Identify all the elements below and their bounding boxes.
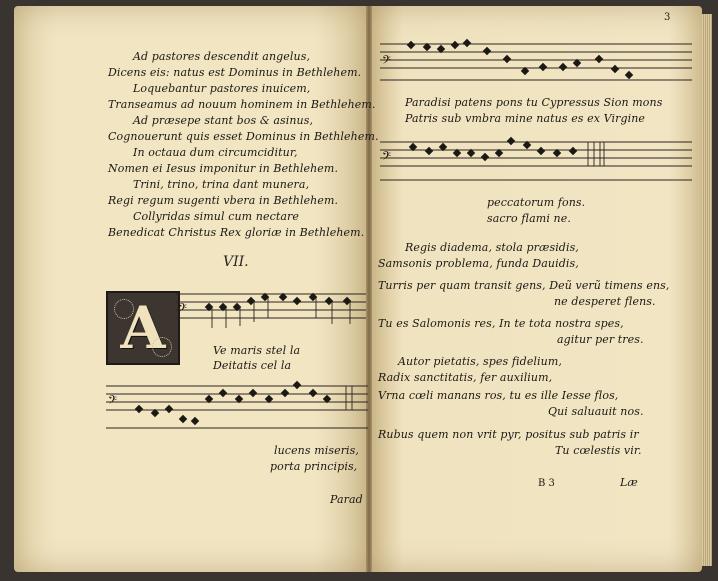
book-gutter	[366, 6, 372, 572]
music-staff	[106, 378, 368, 430]
ornament-icon	[152, 337, 172, 357]
verse-line: Regi regum sugenti vbera in Bethlehem.	[108, 194, 339, 207]
lyrics-line: sacro flami ne.	[487, 212, 571, 225]
verse-line: Trini, trino, trina dant munera,	[133, 178, 310, 191]
music-staff	[380, 130, 692, 186]
svg-text:𝄢: 𝄢	[178, 302, 188, 318]
page-edges	[702, 14, 712, 566]
verse-line: In octaua dum circumciditur,	[133, 146, 298, 159]
verse-line: agitur per tres.	[557, 333, 644, 346]
verse-line: Vrna cœli manans ros, tu es ille Iesse flos,	[378, 389, 619, 402]
verse-line: Turris per quam transit gens, Deũ verũ timens ens,	[378, 279, 670, 292]
verse-line: Nomen ei Iesus imponitur in Bethlehem.	[108, 162, 339, 175]
initial-letter: A	[120, 294, 166, 362]
svg-text:𝄢: 𝄢	[382, 54, 392, 70]
verse-line: Ad præsepe stant bos & asinus,	[133, 114, 314, 127]
signature-mark: B 3	[538, 478, 555, 489]
catchword: Parad	[330, 493, 363, 506]
verse-line: Radix sanctitatis, fer auxilium,	[378, 371, 553, 384]
verse-line: Benedicat Christus Rex gloriæ in Bethlehem.	[108, 226, 365, 239]
svg-text:𝄢: 𝄢	[108, 394, 118, 410]
verse-line: Ad pastores descendit angelus,	[133, 50, 311, 63]
music-staff	[176, 288, 366, 332]
verse-line: Tu cœlestis vir.	[555, 444, 642, 457]
verse-line: Tu es Salomonis res, In te tota nostra spes,	[378, 317, 624, 330]
verse-line: Loquebantur pastores inuicem,	[133, 82, 311, 95]
lyrics-line: porta principis,	[270, 460, 358, 473]
verse-line: Dicens eis: natus est Dominus in Bethlehem.	[108, 66, 362, 79]
lyrics-line: Patris sub vmbra mine natus es ex Virgine	[405, 112, 646, 125]
lyrics-line: lucens miseris,	[274, 444, 360, 457]
verse-line: Regis diadema, stola præsidis,	[405, 241, 579, 254]
svg-text:𝄢: 𝄢	[382, 150, 392, 166]
lyrics-line: peccatorum fons.	[487, 196, 586, 209]
decorated-initial	[106, 291, 180, 365]
verse-line: ne desperet flens.	[554, 295, 656, 308]
verse-line: Rubus quem non vrit pyr, positus sub patris ir	[378, 428, 639, 441]
verse-line: Samsonis problema, funda Dauidis,	[378, 257, 579, 270]
lyrics-line: Ve maris stel la	[213, 344, 301, 357]
verse-line: Collyridas simul cum nectare	[133, 210, 299, 223]
verse-line: Cognouerunt quis esset Dominus in Bethlehem.	[108, 130, 379, 143]
verse-line: Autor pietatis, spes fidelium,	[398, 355, 562, 368]
lyrics-line: Deitatis cel la	[213, 359, 292, 372]
verse-line: Transeamus ad nouum hominem in Bethlehem.	[108, 98, 376, 111]
catchword: Læ	[620, 476, 638, 489]
section-number: VII.	[223, 254, 249, 270]
verse-line: Qui saluauit nos.	[548, 405, 644, 418]
page-mark: 3	[664, 12, 671, 23]
music-staff	[380, 30, 692, 90]
ornament-icon	[114, 299, 134, 319]
lyrics-line: Paradisi patens pons tu Cypressus Sion mons	[405, 96, 663, 109]
